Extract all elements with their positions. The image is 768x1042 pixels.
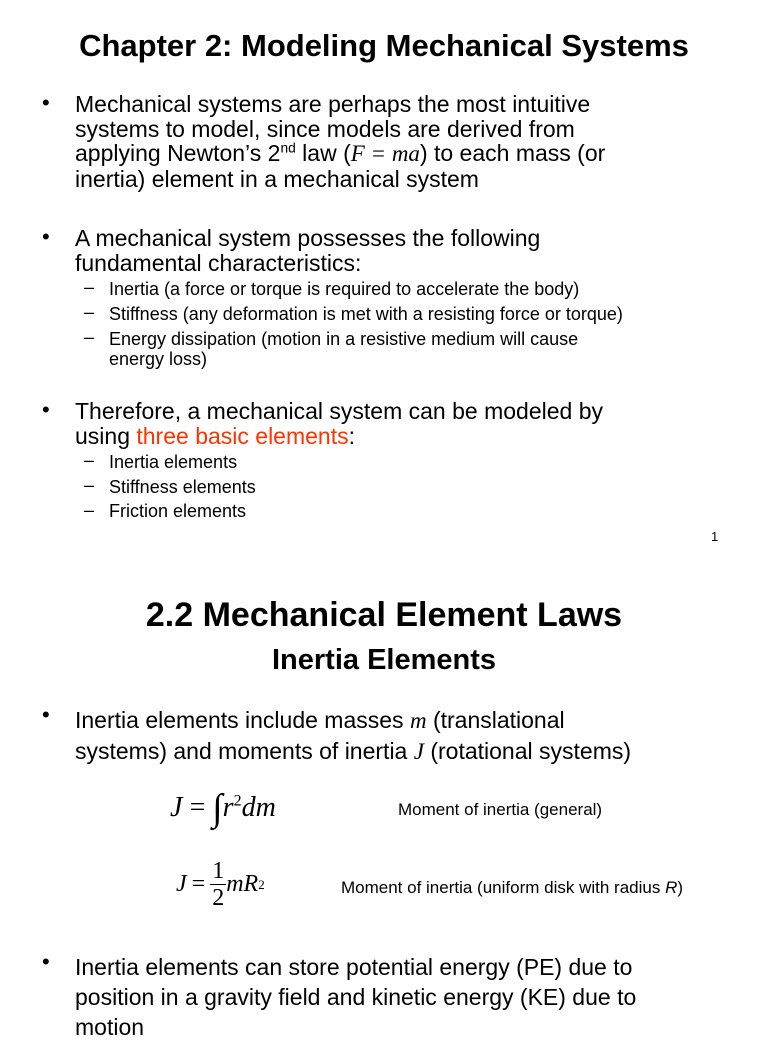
slide2-subtitle: Inertia Elements (271, 644, 497, 676)
equation-disk: J = $\frac{1}{2}$ mR 2 (176, 858, 265, 911)
bullet-line (75, 141, 755, 167)
text-span: Inertia elements include masses (75, 707, 410, 733)
superscript: nd (280, 140, 296, 156)
dash-marker: – (84, 302, 95, 322)
integral-sign: ∫ (212, 787, 223, 829)
bullet-line (75, 424, 755, 449)
equation-label (341, 878, 683, 898)
highlight-text: three basic elements (136, 422, 349, 449)
math-operator: = (189, 792, 206, 823)
bullet-line: inertia) element in a mechanical system (75, 165, 479, 192)
math-symbol: J (170, 792, 183, 823)
dash-marker: – (84, 475, 95, 495)
text-span: systems) and moments of inertia (75, 738, 414, 764)
math-symbol: r (222, 792, 234, 823)
text-span: ) to each mass (or (419, 140, 606, 166)
bullet-dot: • (42, 949, 50, 974)
bullet-line: A mechanical system possesses the following (75, 225, 541, 251)
text-span: (rotational systems) (423, 738, 632, 764)
text-span: applying Newton’s 2 (75, 140, 281, 166)
text-span: using (75, 422, 137, 449)
equation-label: Moment of inertia (general) (398, 800, 603, 819)
math-exponent: 2 (233, 792, 242, 810)
slide2-title: 2.2 Mechanical Element Laws (145, 596, 623, 634)
text-span: ) (677, 878, 684, 897)
math-operator: = (191, 871, 206, 897)
sub-item: Stiffness elements (109, 477, 256, 497)
sub-item: Inertia (a force or torque is required to accelerate the body) (109, 279, 580, 299)
math-inline: J (413, 739, 424, 764)
sub-item: Friction elements (109, 501, 247, 521)
sub-item: Inertia elements (109, 452, 238, 472)
sub-item-continuation: energy loss) (109, 349, 208, 369)
bullet-line: fundamental characteristics: (75, 249, 362, 276)
text-span: law ( (295, 140, 351, 166)
fraction (210, 858, 226, 911)
text-span: Moment of inertia (uniform disk with radius (341, 878, 666, 897)
bullet-newton (75, 92, 755, 191)
sub-item: Energy dissipation (motion in a resistive medium will cause (109, 329, 579, 349)
bullet-line (75, 736, 755, 767)
math-symbol: mR (226, 871, 259, 897)
bullet-line: systems to model, since models are derived from (75, 115, 575, 142)
bullet-line: Inertia elements can store potential energy (PE) due to (75, 954, 633, 980)
math-inline: F = ma (350, 141, 420, 166)
bullet-dot: • (42, 397, 50, 422)
dash-marker: – (84, 500, 95, 520)
equation-general (170, 788, 276, 828)
bullet-line: motion (75, 1014, 145, 1040)
bullet-energy (75, 952, 765, 1042)
math-inline: m (409, 708, 427, 733)
bullet-three-elements (75, 399, 755, 448)
math-symbol: dm (241, 792, 276, 823)
bullet-dot: • (42, 702, 50, 727)
bullet-line: position in a gravity field and kinetic energy (KE) due to (75, 984, 637, 1010)
bullet-line: Mechanical systems are perhaps the most intuitive (75, 91, 591, 117)
bullet-characteristics (75, 226, 755, 275)
text-span: (translational (426, 707, 565, 733)
bullet-line (75, 705, 755, 736)
numerator: 1 (212, 858, 225, 884)
slide1-title: Chapter 2: Modeling Mechanical Systems (79, 28, 689, 63)
bullet-dot: • (42, 224, 50, 249)
sub-item: Stiffness (any deformation is met with a resisting force or torque) (109, 304, 623, 324)
bullet-line: Therefore, a mechanical system can be modeled by (75, 398, 603, 424)
denominator: 2 (212, 885, 225, 911)
dash-marker: – (84, 327, 95, 347)
bullet-dot: • (42, 90, 50, 115)
page-number: 1 (711, 529, 719, 544)
dash-marker: – (84, 277, 95, 297)
text-span: R (665, 878, 678, 897)
dash-marker: – (84, 450, 95, 470)
bullet-inertia-elements (75, 705, 755, 767)
text-span: : (348, 422, 355, 449)
math-symbol: J (176, 871, 187, 897)
